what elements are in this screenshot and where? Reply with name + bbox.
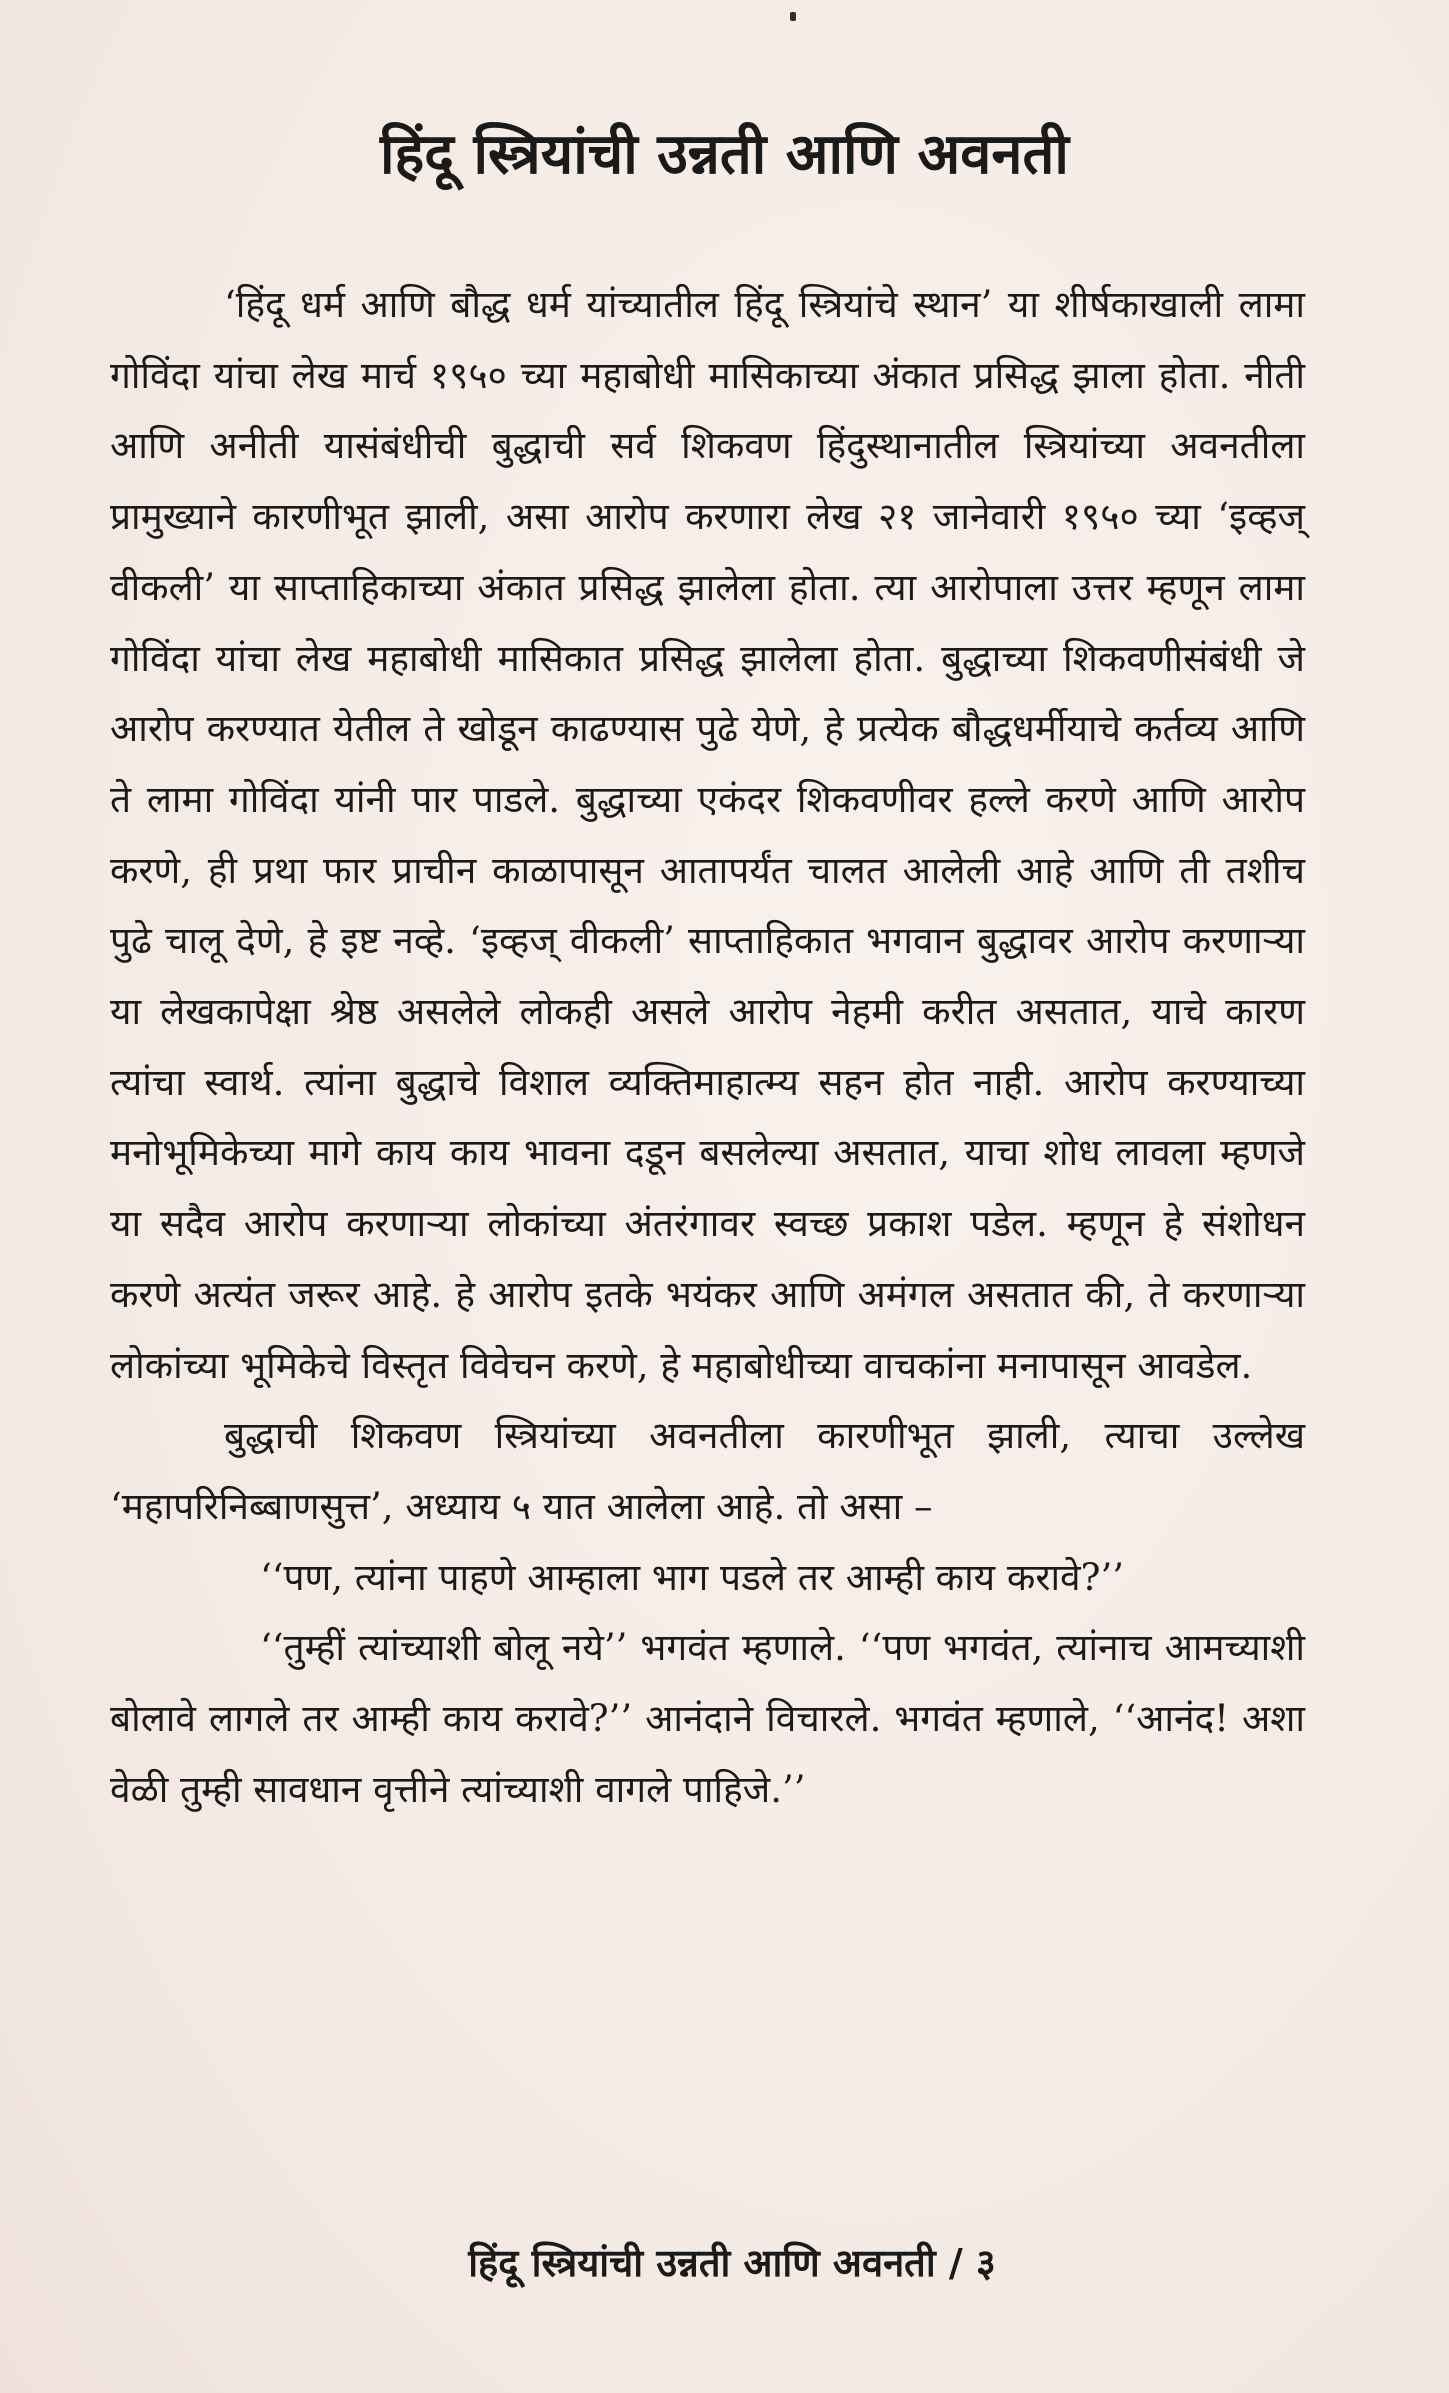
chapter-title: हिंदू स्त्रियांची उन्नती आणि अवनती (380, 122, 1069, 187)
paragraph-reference: बुद्धाची शिकवण स्त्रियांच्या अवनतीला कारणीभूत झाली, त्याचा उल्लेख ‘महापरिनिब्बाणसुत्त’, अध्याय ५ यात आलेला आहे. तो असा – (110, 1414, 1305, 1528)
paragraph-quote-answer: ‘‘तुम्हीं त्यांच्याशी बोलू नये’’ भगवंत म्हणाले. ‘‘पण भगवंत, त्यांनाच आमच्याशी बोलावे लागले तर आम्ही काय करावे?’’ आनंदाने विचारले. भगवंत म्हणाले, ‘‘आनंद! अशा वेळी तुम्ही सावधान वृत्तीने त्यांच्याशी वागले पाहिजे.’’ (110, 1626, 1305, 1811)
chapter-body (110, 270, 1305, 1825)
ink-speck (790, 12, 796, 21)
running-footer: हिंदू स्त्रियांची उन्नती आणि अवनती / ३ (468, 2241, 996, 2285)
paragraph-intro: ‘हिंदू धर्म आणि बौद्ध धर्म यांच्यातील हिंदू स्त्रियांचे स्थान’ या शीर्षकाखाली लामा गोविंदा यांचा लेख मार्च १९५० च्या महाबोधी मासिकाच्या अंकात प्रसिद्ध झाला होता. नीती आणि अनीती यासंबंधीची बुद्धाची सर्व शिकवण हिंदुस्थानातील स्त्रियांच्या अवनतीला प्रामुख्याने कारणीभूत झाली, असा आरोप करणारा लेख २१ जानेवारी १९५० च्या ‘इव्हज् वीकली’ या साप्ताहिकाच्या अंकात प्रसिद्ध झालेला होता. त्या आरोपाला उत्तर म्हणून लामा गोविंदा यांचा लेख महाबोधी मासिकात प्रसिद्ध झालेला होता. बुद्धाच्या शिकवणीसंबंधी जे आरोप करण्यात येतील ते खोडून काढण्यास पुढे येणे, हे प्रत्येक बौद्धधर्मीयाचे कर्तव्य आणि ते लामा गोविंदा यांनी पार पाडले. बुद्धाच्या एकंदर शिकवणीवर हल्ले करणे आणि आरोप करणे, ही प्रथा फार प्राचीन काळापासून आतापर्यंत चालत आलेली आहे आणि ती तशीच पुढे चालू देणे, हे इष्ट नव्हे. ‘इव्हज् वीकली’ साप्ताहिकात भगवान बुद्धावर आरोप करणाऱ्या या लेखकापेक्षा श्रेष्ठ असलेले लोकही असले आरोप नेहमी करीत असतात, याचे कारण त्यांचा स्वार्थ. त्यांना बुद्धाचे विशाल व्यक्तिमाहात्म्य सहन होत नाही. आरोप करण्याच्या मनोभूमिकेच्या मागे काय काय भावना दडून बसलेल्या असतात, याचा शोध लावला म्हणजे या सदैव आरोप करणाऱ्या लोकांच्या अंतरंगावर स्वच्छ प्रकाश पडेल. म्हणून हे संशोधन करणे अत्यंत जरूर आहे. हे आरोप इतके भयंकर आणि अमंगल असतात की, ते करणाऱ्या लोकांच्या भूमिकेचे विस्तृत विवेचन करणे, हे महाबोधीच्या वाचकांना मनापासून आवडेल. (110, 283, 1305, 1387)
paragraph-quote-question: ‘‘पण, त्यांना पाहणे आम्हाला भाग पडले तर आम्ही काय करावे?’’ (260, 1555, 1124, 1599)
